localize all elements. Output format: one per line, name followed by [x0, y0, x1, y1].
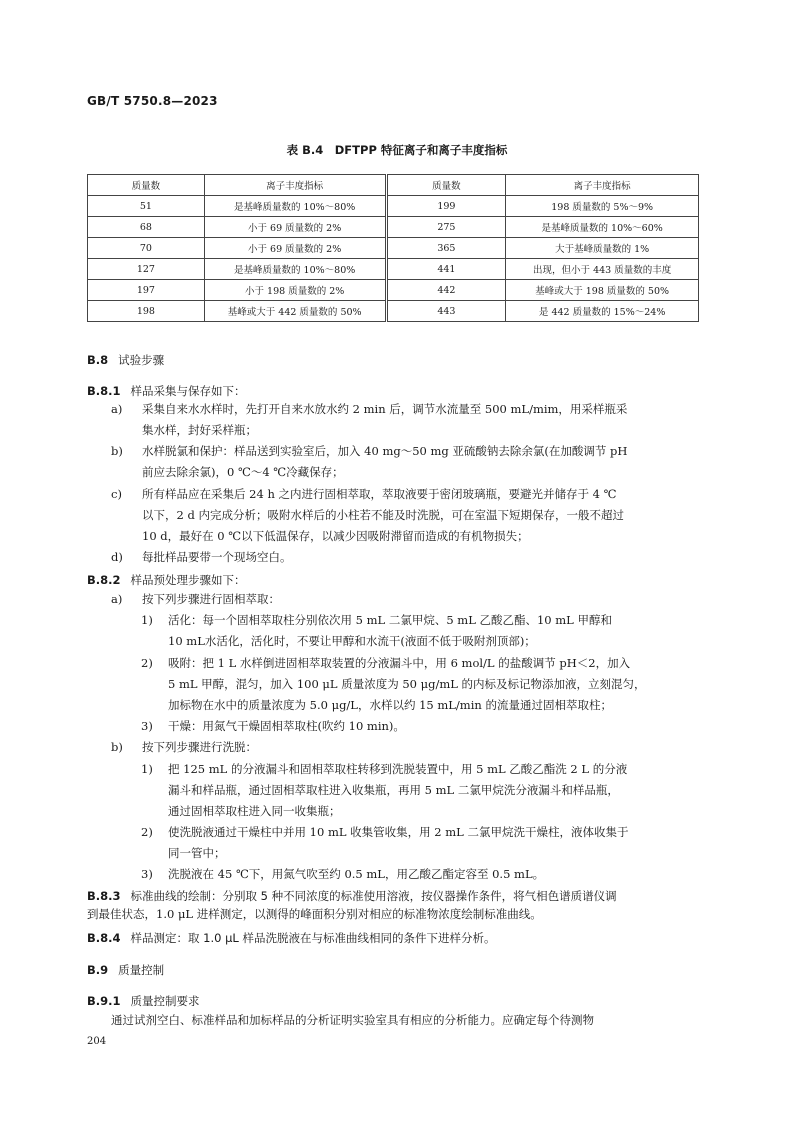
clause-title: 质量控制要求 [130, 994, 200, 1008]
column-header: 质量数 [88, 175, 205, 196]
sublist-item-continuation: 5 mL 甲醇，混匀，加入 100 μL 质量浓度为 50 μg/mL 的内标及标记物添加液，立刻混匀， [168, 677, 646, 691]
sublist-label: 3) [141, 867, 153, 881]
table-cell: 小于 69 质量数的 2% [204, 238, 386, 259]
table-title: 表 B.4 DFTPP 特征离子和离子丰度指标 [286, 143, 508, 157]
clause-b81 [87, 383, 246, 399]
section-heading-b9 [87, 962, 164, 978]
list-item: 按下列步骤进行固相萃取： [142, 592, 280, 606]
clause-b82 [87, 572, 246, 588]
clause-number: B.8.2 [87, 573, 121, 587]
clause-b91 [87, 993, 200, 1009]
section-heading-b8 [87, 352, 164, 368]
list-label: d) [111, 550, 123, 564]
column-header: 质量数 [386, 175, 506, 196]
table-cell: 443 [386, 301, 506, 322]
table-cell: 70 [88, 238, 205, 259]
table-row [88, 259, 699, 280]
table-cell: 基峰或大于 442 质量数的 50% [204, 301, 386, 322]
sublist-item: 使洗脱液通过干燥柱中并用 10 mL 收集管收集，用 2 mL 二氯甲烷洗干燥柱，液体收集于 [168, 825, 629, 839]
sublist-item: 干燥：用氮气干燥固相萃取柱(吹约 10 min)。 [168, 719, 405, 733]
table-cell: 365 [386, 238, 506, 259]
page-number: 204 [87, 1036, 107, 1047]
sublist-item-continuation: 加标物在水中的质量浓度为 5.0 μg/L，水样以约 15 mL/min 的流量通过固相萃取柱； [168, 698, 612, 712]
list-label: a) [111, 402, 123, 416]
table-cell: 275 [386, 217, 506, 238]
list-item-continuation: 以下，2 d 内完成分析；吸附水样后的小柱若不能及时洗脱，可在室温下短期保存，一般不超过 [142, 508, 624, 522]
sublist-item: 吸附：把 1 L 水样倒进固相萃取装置的分液漏斗中，用 6 mol/L 的盐酸调节 pH＜2，加入 [168, 656, 631, 670]
sublist-item-continuation: 同一管中； [168, 846, 226, 860]
clause-text: 标准曲线的绘制：分别取 5 种不同浓度的标准使用溶液，按仪器操作条件，将气相色谱质谱仪调 [130, 889, 617, 903]
clause-text: 样品采集与保存如下： [130, 384, 246, 398]
table-cell: 是基峰质量数的 10%～80% [204, 259, 386, 280]
list-item: 水样脱氯和保护：样品送到实验室后，加入 40 mg～50 mg 亚硫酸钠去除余氯(在加酸调节 pH [142, 444, 628, 458]
table-row [88, 196, 699, 217]
table-cell: 198 质量数的 5%～9% [506, 196, 699, 217]
table-cell: 小于 198 质量数的 2% [204, 280, 386, 301]
list-item-continuation: 前应去除余氯)，0 ℃～4 ℃冷藏保存； [142, 465, 344, 479]
table-cell: 是基峰质量数的 10%～80% [204, 196, 386, 217]
clause-text: 样品预处理步骤如下： [130, 573, 246, 587]
ion-abundance-table [87, 174, 699, 322]
table-cell: 441 [386, 259, 506, 280]
list-label: b) [111, 444, 123, 458]
clause-number: B.9.1 [87, 994, 121, 1008]
table-cell: 是基峰质量数的 10%～60% [506, 217, 699, 238]
clause-number: B.8.3 [87, 889, 121, 903]
section-title: 质量控制 [118, 963, 165, 977]
table-cell: 大于基峰质量数的 1% [506, 238, 699, 259]
section-title: 试验步骤 [118, 353, 165, 367]
table-cell: 199 [386, 196, 506, 217]
sublist-label: 2) [141, 825, 153, 839]
list-label: c) [111, 487, 122, 501]
section-number: B.8 [87, 353, 109, 367]
table-cell: 出现，但小于 443 质量数的丰度 [506, 259, 699, 280]
list-item: 采集自来水水样时，先打开自来水放水约 2 min 后，调节水流量至 500 mL/mim，用采样瓶采 [142, 402, 628, 416]
sublist-label: 2) [141, 656, 153, 670]
table-cell: 51 [88, 196, 205, 217]
sublist-item-continuation: 漏斗和样品瓶，通过固相萃取柱进入收集瓶，再用 5 mL 二氯甲烷洗分液漏斗和样品瓶， [168, 783, 619, 797]
clause-number: B.8.4 [87, 931, 121, 945]
table-cell: 是 442 质量数的 15%～24% [506, 301, 699, 322]
sublist-item-continuation: 10 mL水活化，活化时，不要让甲醇和水流干(液面不低于吸附剂顶部)； [168, 634, 536, 648]
list-label: a) [111, 592, 123, 606]
sublist-label: 1) [141, 613, 153, 627]
table-cell: 基峰或大于 198 质量数的 50% [506, 280, 699, 301]
sublist-item: 活化：每一个固相萃取柱分别依次用 5 mL 二氯甲烷、5 mL 乙酸乙酯、10 mL 甲醇和 [168, 613, 612, 627]
sublist-label: 1) [141, 762, 153, 776]
paragraph-text: 通过试剂空白、标准样品和加标样品的分析证明实验室具有相应的分析能力。应确定每个待测物 [111, 1013, 594, 1027]
list-item-continuation: 集水样，封好采样瓶； [142, 423, 257, 437]
list-label: b) [111, 740, 123, 754]
column-header: 离子丰度指标 [204, 175, 386, 196]
standard-number: GB/T 5750.8—2023 [87, 94, 218, 108]
table-row [88, 301, 699, 322]
table-cell: 127 [88, 259, 205, 280]
table-cell: 442 [386, 280, 506, 301]
list-item: 按下列步骤进行洗脱： [142, 740, 257, 754]
list-item-continuation: 10 d，最好在 0 ℃以下低温保存，以减少因吸附滞留而造成的有机物损失； [142, 529, 529, 543]
table-cell: 68 [88, 217, 205, 238]
list-item: 所有样品应在采集后 24 h 之内进行固相萃取，萃取液要于密闭玻璃瓶，要避光并储存于 4 ℃ [142, 487, 617, 501]
table-cell: 小于 69 质量数的 2% [204, 217, 386, 238]
table-cell: 197 [88, 280, 205, 301]
clause-b84 [87, 930, 496, 946]
sublist-label: 3) [141, 719, 153, 733]
sublist-item-continuation: 通过固相萃取柱进入同一收集瓶； [168, 804, 341, 818]
section-number: B.9 [87, 963, 109, 977]
table-row [88, 280, 699, 301]
clause-number: B.8.1 [87, 384, 121, 398]
list-item: 每批样品要带一个现场空白。 [142, 550, 292, 564]
clause-text-continuation: 到最佳状态，1.0 μL 进样测定，以测得的峰面积分别对相应的标准物浓度绘制标准曲线。 [87, 907, 542, 921]
sublist-item: 洗脱液在 45 ℃下，用氮气吹至约 0.5 mL，用乙酸乙酯定容至 0.5 mL。 [168, 867, 545, 881]
table-cell: 198 [88, 301, 205, 322]
column-header: 离子丰度指标 [506, 175, 699, 196]
sublist-item: 把 125 mL 的分液漏斗和固相萃取柱转移到洗脱装置中，用 5 mL 乙酸乙酯洗 2 L 的分液 [168, 762, 628, 776]
table-header-row [88, 175, 699, 196]
clause-text: 样品测定：取 1.0 μL 样品洗脱液在与标准曲线相同的条件下进样分析。 [130, 931, 496, 945]
table-row [88, 217, 699, 238]
table-row [88, 238, 699, 259]
clause-b83 [87, 888, 617, 904]
